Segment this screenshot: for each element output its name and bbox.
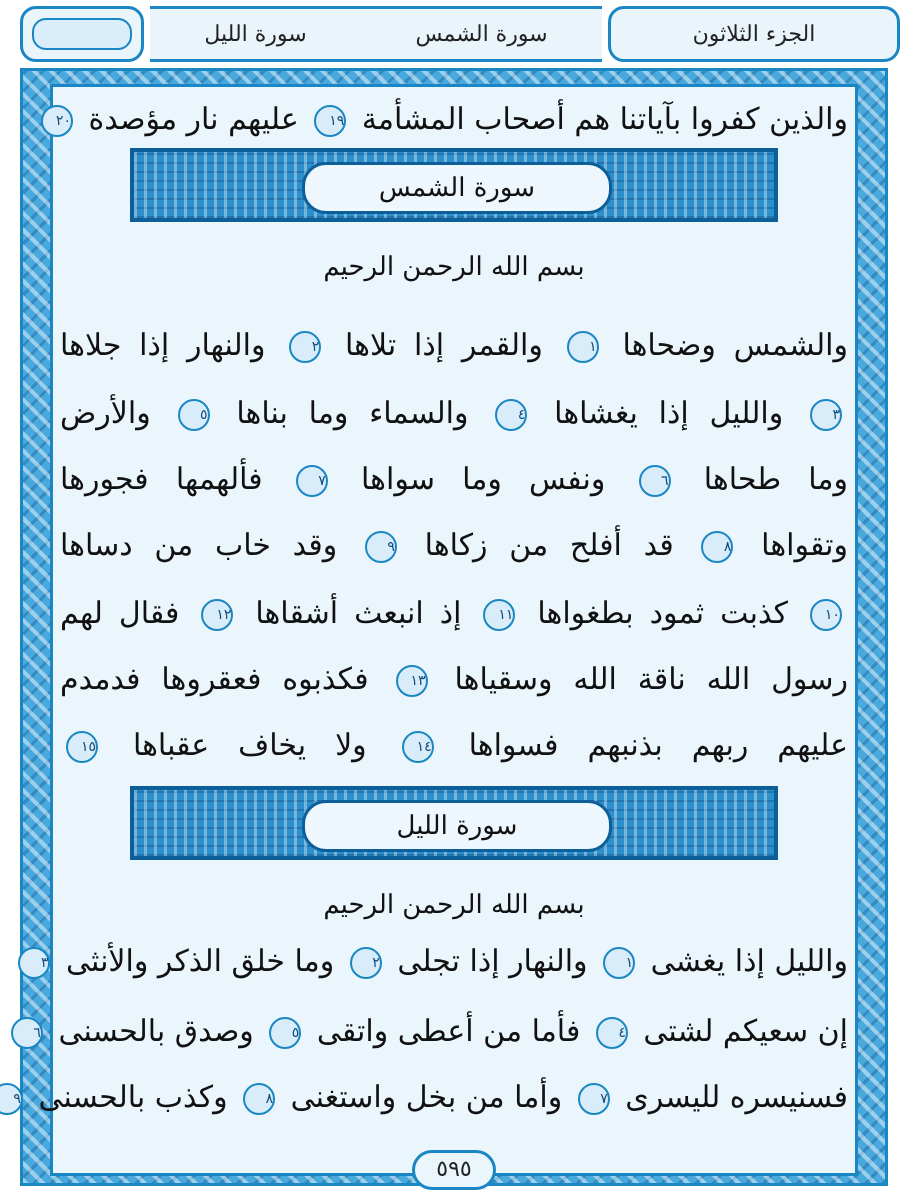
verse-line — [60, 318, 848, 374]
verse-text: والأرض — [60, 396, 151, 431]
verse-text: قد أفلح من زكاها — [424, 528, 674, 563]
surah-banner-shams — [130, 148, 778, 222]
verse-text: فألهمها فجورها — [60, 462, 263, 497]
header-juz-tab — [608, 6, 900, 62]
verse-text: وصدق بالحسنى — [58, 1014, 254, 1049]
verse-text: فأما من أعطى واتقى — [316, 1014, 581, 1049]
verse-text: وتقواها — [761, 528, 848, 563]
verse-text: وقد خاب من دساها — [60, 528, 338, 563]
ayah-number-marker: ٩ — [0, 1083, 23, 1115]
verse-text: وكذب بالحسنى — [38, 1080, 228, 1115]
ayah-number-marker: ٨ — [243, 1083, 275, 1115]
verse-text: وأما من بخل واستغنى — [290, 1080, 563, 1115]
verse-line — [33, 1004, 848, 1060]
ayah-number-marker: ٤ — [495, 399, 527, 431]
verse-text: فسنيسره لليسرى — [625, 1080, 848, 1115]
ayah-number-marker: ١٣ — [396, 665, 428, 697]
ayah-number-marker: ٥ — [178, 399, 210, 431]
basmala-shams: بسم الله الرحمن الرحيم — [323, 252, 585, 282]
verse-text: ونفس وما سواها — [361, 462, 606, 497]
verse-text: والليل إذا يغشى — [650, 944, 848, 979]
verse-text: إن سعيكم لشتى — [643, 1014, 848, 1049]
ayah-number-marker: ٤ — [596, 1017, 628, 1049]
ayah-number-marker: ٧ — [296, 465, 328, 497]
header-surah-current: سورة الشمس — [415, 21, 548, 47]
ayah-number-marker: ٢٠ — [41, 105, 73, 137]
surah-title-layl: سورة الليل — [302, 800, 612, 852]
verse-text: والسماء وما بناها — [236, 396, 469, 431]
verse-text: والليل إذا يغشاها — [554, 396, 784, 431]
header-surah-next: سورة الليل — [204, 21, 307, 47]
ayah-number-marker: ٧ — [578, 1083, 610, 1115]
verse-text: فكذبوه فعقروها فدمدم — [60, 662, 369, 697]
verse-text: كذبت ثمود بطغواها — [537, 596, 788, 631]
verse-line — [60, 452, 848, 508]
ayah-number-marker: ٢ — [289, 331, 321, 363]
ayah-number-marker: ٣ — [810, 399, 842, 431]
verse-text: عليهم ربهم بذنبهم فسواها — [468, 728, 848, 763]
ayah-number-marker: ١٢ — [201, 599, 233, 631]
verse-text: إذ انبعث أشقاها — [255, 596, 462, 631]
verse-text: والشمس وضحاها — [622, 328, 848, 363]
header-ornament-left — [20, 6, 144, 62]
ayah-number-marker: ١٩ — [314, 105, 346, 137]
verse-line — [60, 518, 848, 574]
verse-line — [60, 586, 848, 642]
header-juz-label: الجزء الثلاثون — [692, 21, 816, 47]
ayah-number-marker: ١٠ — [810, 599, 842, 631]
ornament-pill — [32, 18, 132, 50]
ayah-number-marker: ٣ — [18, 947, 50, 979]
basmala-layl: بسم الله الرحمن الرحيم — [323, 890, 585, 920]
verse-text: والقمر إذا تلاها — [345, 328, 543, 363]
surah-title-shams: سورة الشمس — [302, 162, 612, 214]
page-number: ٥٩٥ — [412, 1150, 496, 1190]
ayah-number-marker: ١ — [567, 331, 599, 363]
ayah-number-marker: ٩ — [365, 531, 397, 563]
verse-line — [13, 1070, 848, 1126]
ayah-number-marker: ٢ — [350, 947, 382, 979]
verse-text: ولا يخاف عقباها — [132, 728, 367, 763]
verse-line — [60, 652, 848, 708]
verse-text: والنهار إذا تجلى — [397, 944, 588, 979]
verse-text: وما خلق الذكر والأنثى — [66, 944, 335, 979]
header-surah-names — [150, 6, 602, 62]
verse-text: عليهم نار مؤصدة — [88, 102, 299, 137]
ayah-number-marker: ٦ — [639, 465, 671, 497]
ayah-number-marker: ١٥ — [66, 731, 98, 763]
verse-text: وما طحاها — [703, 462, 848, 497]
ayah-number-marker: ٥ — [269, 1017, 301, 1049]
verse-line — [55, 92, 848, 148]
verse-text: فقال لهم — [60, 596, 180, 631]
ayah-number-marker: ١١ — [483, 599, 515, 631]
verse-line — [60, 718, 848, 774]
ayah-number-marker: ٨ — [701, 531, 733, 563]
ayah-number-marker: ١ — [603, 947, 635, 979]
surah-banner-layl — [130, 786, 778, 860]
verse-line — [40, 934, 848, 990]
verse-text: والنهار إذا جلاها — [60, 328, 266, 363]
verse-text: رسول الله ناقة الله وسقياها — [454, 662, 849, 697]
verse-line — [60, 386, 848, 442]
ayah-number-marker: ١٤ — [402, 731, 434, 763]
verse-text: والذين كفروا بآياتنا هم أصحاب المشأمة — [361, 102, 848, 137]
ayah-number-marker: ٦ — [11, 1017, 43, 1049]
